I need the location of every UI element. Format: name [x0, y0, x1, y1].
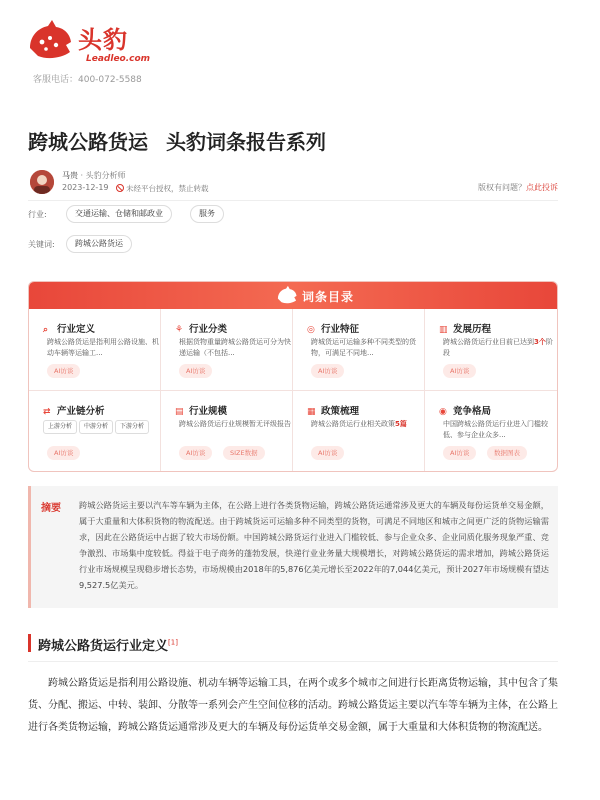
- ai-interview-pill[interactable]: AI访谈: [311, 446, 344, 460]
- catalog-item-market-size[interactable]: [161, 391, 293, 472]
- downstream-tag[interactable]: 下游分析: [115, 420, 149, 434]
- brand-name: 头豹: [78, 26, 128, 54]
- industry-tag[interactable]: 服务: [190, 205, 224, 223]
- midstream-tag[interactable]: 中游分析: [79, 420, 113, 434]
- section-title: [38, 635, 178, 654]
- keyword-label: 关键词:: [28, 240, 55, 249]
- abstract-label: 摘要: [41, 503, 61, 514]
- catalog-item-title: 行业定义: [57, 324, 96, 335]
- hierarchy-icon: ⚘: [175, 325, 184, 335]
- ai-interview-pill[interactable]: AI访谈: [443, 364, 476, 378]
- ai-interview-pill[interactable]: AI访谈: [179, 364, 212, 378]
- policy-icon: ▦: [307, 407, 316, 417]
- catalog-item-features[interactable]: [293, 309, 425, 391]
- bar-chart-icon: ▤: [175, 407, 184, 417]
- desc-text: 跨城公路货运行业目前已达到: [443, 338, 534, 346]
- catalog-item-desc: [443, 337, 555, 359]
- industry-label: 行业:: [28, 210, 47, 219]
- target-icon: ◎: [307, 325, 315, 335]
- data-chart-pill[interactable]: 数据图表: [487, 446, 527, 460]
- abstract-text: 跨城公路货运主要以汽车等车辆为主体，在公路上进行各类货物运输，跨城公路货运通常涉及更大的车辆及每份运货单交易金额，属于大重量和大体积货物的物流配送。由于跨城货运可运输多种不同类型的货物，可满足不同地区和城市之间更广泛的货物运输需求，因此在公路货运中占据了较大市场份额。中国跨城公路货运行业进入门槛较低、参与企业众多、企业同质化服务现象严重、竞争激烈、市场集中度较低。得益于电子商务的蓬勃发展，快递行业业务量大规模增长，对跨城公路货运的需求增加，跨城公路货运行业市场规模呈现稳步增长态势，市场规模由2018年的5,876亿美元增长至2022年的7,044亿美元，预计2027年市场规模有望达9,527.5亿美元。: [79, 500, 549, 590]
- ai-interview-pill[interactable]: AI访谈: [311, 364, 344, 378]
- section-body: 跨城公路货运是指利用公路设施、机动车辆等运输工具，在两个或多个城市之间进行长距离货物运输，其中包含了集货、分配、搬运、中转、装卸、分散等一系列会产生空间位移的活动。跨城公路货运主要以汽车等车辆为主体，在公路上进行各类货物运输，跨城公路货运通常涉及更大的车辆及每份运货单交易金额，属于大重量和大体积货物的物流配送。: [28, 678, 558, 733]
- divider: [28, 661, 558, 662]
- catalog-item-desc: 跨城货运可运输多种不同类型的货物，可满足不同地...: [311, 338, 416, 357]
- ai-interview-pill[interactable]: AI访谈: [47, 364, 80, 378]
- catalog-item-title: 产业链分析: [57, 406, 105, 417]
- catalog-item-title: 发展历程: [453, 324, 492, 335]
- upstream-tag[interactable]: 上游分析: [43, 420, 77, 434]
- desc-text: 阶段: [443, 338, 553, 357]
- competition-icon: ◉: [439, 407, 447, 417]
- copyright-notice: [116, 183, 209, 194]
- rights-question: 版权有问题？: [478, 183, 526, 192]
- catalog-item-history[interactable]: [425, 309, 558, 391]
- catalog-item-classification[interactable]: [161, 309, 293, 391]
- catalog-header: [29, 282, 557, 309]
- catalog-item-title: 行业分类: [189, 324, 228, 335]
- keyword-tag[interactable]: 跨城公路货运: [66, 235, 132, 253]
- catalog-panel: [28, 281, 558, 472]
- catalog-item-desc: 跨城公路货运是指利用公路设施、机动车辆等运输工...: [47, 338, 159, 357]
- desc-highlight: 5篇: [395, 420, 407, 428]
- desc-highlight: 3个: [534, 338, 546, 346]
- ban-icon: [116, 184, 124, 192]
- report-title: 跨城公路货运: [28, 130, 148, 154]
- abstract-box: [28, 486, 558, 608]
- catalog-item-competition[interactable]: [425, 391, 558, 472]
- catalog-item-policy[interactable]: [293, 391, 425, 472]
- copyright-notice-text: 未经平台授权，禁止转载: [126, 184, 209, 193]
- section-title-text: 跨城公路货运行业定义: [38, 639, 169, 654]
- catalog-item-industry-chain[interactable]: [29, 391, 161, 472]
- growth-icon: ▥: [439, 325, 448, 335]
- catalog-item-title: 行业特征: [321, 324, 360, 335]
- desc-text: 跨城公路货运行业相关政策: [311, 420, 395, 428]
- catalog-grid: [29, 309, 558, 472]
- doc-search-icon: ⌕: [43, 325, 49, 335]
- divider: [28, 200, 558, 201]
- complaint-link[interactable]: 点此投诉: [526, 183, 558, 192]
- catalog-item-desc: 跨城公路货运行业规模暂无评级报告: [179, 420, 291, 428]
- catalog-item-title: 行业规模: [189, 406, 228, 417]
- chain-icon: ⇄: [43, 407, 51, 417]
- size-data-pill[interactable]: SIZE数据: [223, 446, 265, 460]
- brand-logo[interactable]: [26, 16, 166, 66]
- author-name[interactable]: 马贵: [62, 171, 78, 180]
- section-marker: [28, 634, 31, 652]
- catalog-item-desc: [311, 419, 423, 430]
- rights-complaint: [478, 182, 558, 193]
- leopard-logo-icon: [26, 18, 74, 62]
- ai-interview-pill[interactable]: AI访谈: [443, 446, 476, 460]
- publish-date: 2023-12-19: [62, 183, 109, 192]
- leopard-logo-icon: [275, 285, 299, 305]
- ai-interview-pill[interactable]: AI访谈: [47, 446, 80, 460]
- catalog-item-definition[interactable]: [29, 309, 161, 391]
- report-series: 头豹词条报告系列: [166, 130, 326, 154]
- page-title: [28, 126, 326, 155]
- catalog-item-title: 政策梳理: [321, 406, 360, 417]
- brand-site: Leadleo.com: [86, 54, 151, 64]
- catalog-item-desc: 根据货物重量跨城公路货运可分为快递运输（不包括...: [179, 338, 291, 357]
- avatar-icon: [30, 170, 54, 194]
- ai-interview-pill[interactable]: AI访谈: [179, 446, 212, 460]
- catalog-item-desc: 中国跨城公路货运行业进入门槛较低、参与企业众多...: [443, 420, 548, 439]
- author-info: [62, 170, 126, 181]
- industry-tag[interactable]: 交通运输、仓储和邮政业: [66, 205, 172, 223]
- catalog-title: 词条目录: [302, 290, 355, 304]
- author-role: · 头豹分析师: [80, 171, 126, 180]
- reference-marker[interactable]: [1]: [168, 638, 178, 647]
- catalog-item-title: 竞争格局: [453, 406, 492, 417]
- customer-hotline: 客服电话：400-072-5588: [33, 75, 142, 85]
- author-avatar[interactable]: [30, 170, 54, 194]
